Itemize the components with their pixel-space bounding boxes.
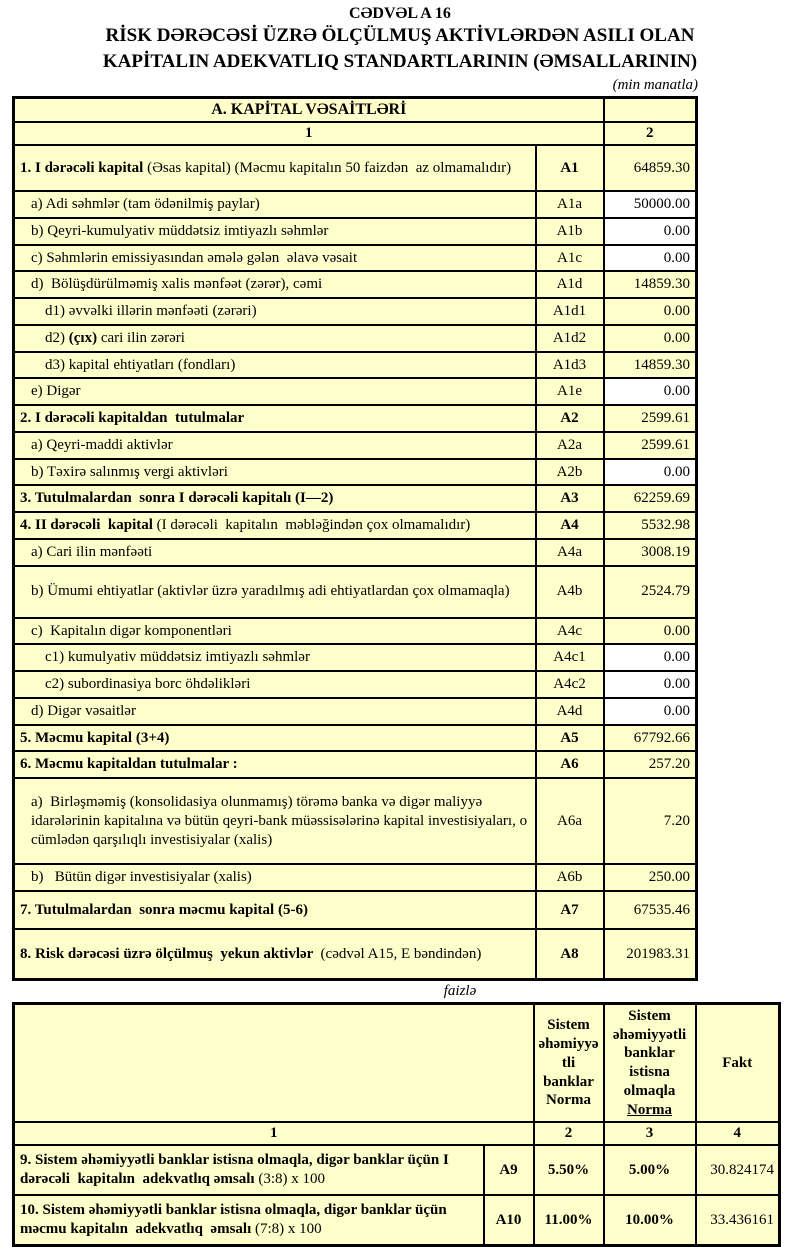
row-code: A4d (536, 698, 604, 725)
row-value: 7.20 (604, 778, 697, 864)
row-value: 0.00 (604, 378, 697, 405)
row-code: A4b (536, 566, 604, 618)
row-label (14, 778, 536, 864)
row-code: A1e (536, 378, 604, 405)
row-code: A4c (536, 618, 604, 645)
row-code: A1d1 (536, 298, 604, 325)
row-value: 14859.30 (604, 352, 697, 379)
row-fakt: 33.436161 (696, 1195, 780, 1246)
colnum-3: 3 (604, 1122, 696, 1145)
row-value: 0.00 (604, 644, 697, 671)
row-label (14, 378, 536, 405)
row-label (14, 512, 536, 539)
row-code: A9 (484, 1145, 534, 1195)
capital-row-A7 (14, 891, 697, 929)
row-value: 0.00 (604, 459, 697, 486)
row-value: 5532.98 (604, 512, 697, 539)
ratio-table-colnum-row (14, 1122, 780, 1145)
capital-row-A4b (14, 566, 697, 618)
row-label (14, 1195, 484, 1246)
row-code: A6 (536, 751, 604, 778)
row-label (14, 539, 536, 566)
label-segment: d1) əvvəlki illərin mənfəəti (zərəri) (45, 303, 257, 320)
capital-row-A1c (14, 245, 697, 272)
capital-row-A1b (14, 218, 697, 245)
table-number-title: CƏDVƏL A 16 (349, 5, 451, 22)
row-code: A4c1 (536, 644, 604, 671)
row-label (14, 191, 536, 218)
row-code: A4a (536, 539, 604, 566)
label-segment: a) Adi səhmlər (tam ödənilmiş paylar) (31, 196, 260, 213)
capital-row-A1d2 (14, 325, 697, 352)
row-code: A6b (536, 864, 604, 891)
row-code: A2b (536, 459, 604, 486)
capital-row-A6 (14, 751, 697, 778)
row-norma-sys: 11.00% (534, 1195, 604, 1246)
row-code: A1a (536, 191, 604, 218)
colnum-2: 2 (534, 1122, 604, 1145)
row-label (14, 929, 536, 980)
label-segment: b) Ümumi ehtiyatlar (aktivlər üzrə yaradılmış adi ehtiyatlardan çox olmamaqla) (31, 583, 510, 600)
ratio-row-A9 (14, 1145, 780, 1195)
row-value: 67535.46 (604, 891, 697, 929)
label-bold-segment: 4. II dərəcəli kapital (20, 517, 153, 534)
row-value: 2599.61 (604, 432, 697, 459)
capital-row-A1a (14, 191, 697, 218)
capital-row-A4d (14, 698, 697, 725)
row-code: A3 (536, 485, 604, 512)
row-norma-sys: 5.50% (534, 1145, 604, 1195)
label-segment: c2) subordinasiya borc öhdəlikləri (45, 676, 251, 693)
row-label (14, 245, 536, 272)
capital-row-A4c2 (14, 671, 697, 698)
label-bold-segment: 6. Məcmu kapitaldan tutulmalar : (20, 756, 238, 773)
row-code: A6a (536, 778, 604, 864)
label-segment: c1) kumulyativ müddətsiz imtiyazlı səhmlər (45, 649, 310, 666)
row-code: A1d2 (536, 325, 604, 352)
col-header-nonsys-text: Sistem əhəmiyyətli banklar istisna olmaqla (612, 1007, 687, 1099)
capital-row-A2 (14, 405, 697, 432)
capital-row-A5 (14, 725, 697, 752)
capital-table-colnum-row (14, 122, 697, 145)
row-label (14, 1145, 484, 1195)
title-block (0, 0, 800, 74)
capital-row-A1d1 (14, 298, 697, 325)
label-segment: a) Birləşməmiş (konsolidasiya olunmamış) törəmə banka və digər maliyyə idarələrinin kapitalına və bütün qeyri-bank müəssisələrinə kapital investisiyaları, o cümlədən qarşılıqlı investisiyalar (xalis) (31, 794, 531, 848)
label-segment: b) Təxirə salınmış vergi aktivləri (31, 463, 228, 480)
row-value: 50000.00 (604, 191, 697, 218)
row-value: 250.00 (604, 864, 697, 891)
capital-row-A4c (14, 618, 697, 645)
capital-row-A4a (14, 539, 697, 566)
row-label (14, 405, 536, 432)
col-header-norma-underlined: Norma (627, 1101, 672, 1118)
label-segment: d2) (45, 329, 69, 346)
row-code: A1 (536, 145, 604, 191)
label-segment: d3) kapital ehtiyatları (fondları) (45, 356, 236, 373)
ratio-row-A10 (14, 1195, 780, 1246)
label-segment: (cədvəl A15, E bəndindən) (316, 945, 482, 962)
colnum-4: 4 (696, 1122, 780, 1145)
row-code: A5 (536, 725, 604, 752)
label-segment: (Əsas kapital) (Məcmu kapitalın 50 faizdən az olmamalıdır) (143, 159, 512, 176)
label-segment: d) Digər vəsaitlər (31, 702, 136, 719)
label-bold-segment: 1. I dərəcəli kapital (20, 159, 144, 176)
colnum-1: 1 (14, 1122, 534, 1145)
col-header-fakt: Fakt (696, 1003, 780, 1122)
capital-row-A1 (14, 145, 697, 191)
row-value: 201983.31 (604, 929, 697, 980)
row-label (14, 218, 536, 245)
capital-table-section-header: A. KAPİTAL VƏSAİTLƏRİ (14, 98, 604, 123)
label-bold-segment: 2. I dərəcəli kapitaldan tutulmalar (20, 410, 245, 427)
row-code: A4c2 (536, 671, 604, 698)
row-label (14, 325, 536, 352)
label-segment: c) Kapitalın digər komponentləri (31, 622, 232, 639)
row-label (14, 485, 536, 512)
row-label (14, 459, 536, 486)
label-segment: cari ilin zərəri (97, 329, 185, 346)
label-bold-segment: 10. Sistem əhəmiyyətli banklar istisna olmaqla, digər banklar üçün məcmu kapitalın adekvatlıq əmsalı (20, 1202, 451, 1238)
label-bold-segment: 3. Tutulmalardan sonra I dərəcəli kapitalı (I—2) (20, 490, 334, 507)
capital-row-A1d (14, 271, 697, 298)
row-value: 62259.69 (604, 485, 697, 512)
label-segment: (I dərəcəli kapitalın məbləğindən çox olmamalıdır) (152, 517, 471, 534)
row-norma-nonsys: 10.00% (604, 1195, 696, 1246)
label-segment: a) Cari ilin mənfəəti (31, 543, 153, 560)
label-segment: (7:8) x 100 (251, 1221, 322, 1238)
label-segment: a) Qeyri-maddi aktivlər (31, 436, 173, 453)
row-value: 0.00 (604, 618, 697, 645)
row-value: 0.00 (604, 245, 697, 272)
row-label (14, 751, 536, 778)
ratio-table-header-row (14, 1003, 780, 1122)
row-value: 67792.66 (604, 725, 697, 752)
row-value: 14859.30 (604, 271, 697, 298)
label-segment: (3:8) x 100 (254, 1171, 326, 1188)
row-value: 0.00 (604, 698, 697, 725)
capital-table-title-row (14, 98, 697, 123)
row-label (14, 432, 536, 459)
capital-row-A4 (14, 512, 697, 539)
label-segment: b) Qeyri-kumulyativ müddətsiz imtiyazlı səhmlər (31, 222, 329, 239)
row-code: A8 (536, 929, 604, 980)
label-bold-segment: 5. Məcmu kapital (3+4) (20, 729, 170, 746)
capital-table (12, 96, 698, 981)
row-code: A2 (536, 405, 604, 432)
row-code: A1b (536, 218, 604, 245)
capital-row-A2a (14, 432, 697, 459)
row-value: 2599.61 (604, 405, 697, 432)
row-label (14, 298, 536, 325)
row-code: A7 (536, 891, 604, 929)
percent-note: faizlə (443, 982, 477, 999)
row-value: 0.00 (604, 218, 697, 245)
row-fakt: 30.824174 (696, 1145, 780, 1195)
label-bold-segment: 7. Tutulmalardan sonra məcmu kapital (5-6) (20, 901, 308, 918)
capital-row-A4c1 (14, 644, 697, 671)
row-code: A1c (536, 245, 604, 272)
document-title-line1: RİSK DƏRƏCƏSİ ÜZRƏ ÖLÇÜLMUŞ AKTİVLƏRDƏN ASILI OLAN (105, 25, 695, 47)
row-code: A4 (536, 512, 604, 539)
capital-row-A3 (14, 485, 697, 512)
row-label (14, 566, 536, 618)
document-title-line2: KAPİTALIN ADEKVATLIQ STANDARTLARININ (ƏMSALLARININ) (102, 50, 698, 72)
unit-note: (min manatla) (612, 77, 698, 94)
label-bold-segment: 8. Risk dərəcəsi üzrə ölçülmuş yekun aktivlər (20, 945, 317, 962)
capital-row-A6b (14, 864, 697, 891)
label-segment: b) Bütün digər investisiyalar (xalis) (31, 869, 252, 886)
col-header-nonsys-norma (604, 1003, 696, 1122)
capital-row-A1d3 (14, 352, 697, 379)
row-code: A1d3 (536, 352, 604, 379)
ratio-table (12, 1002, 781, 1247)
row-label (14, 725, 536, 752)
col-header-sys-norma: Sistem əhəmiyyətli banklar Norma (534, 1003, 604, 1122)
label-segment: e) Digər (31, 383, 81, 400)
label-bold-segment: 9. Sistem əhəmiyyətli banklar istisna olmaqla, digər banklar üçün I dərəcəli kapitalın adekvatlıq əmsalı (20, 1152, 453, 1188)
row-code: A2a (536, 432, 604, 459)
capital-row-A1e (14, 378, 697, 405)
row-value: 3008.19 (604, 539, 697, 566)
row-label (14, 271, 536, 298)
label-segment: c) Səhmlərin emissiyasından əmələ gələn əlavə vəsait (31, 249, 358, 266)
capital-row-A2b (14, 459, 697, 486)
label-segment: d) Bölüşdürülməmiş xalis mənfəət (zərər), cəmi (31, 276, 323, 293)
row-code: A1d (536, 271, 604, 298)
row-label (14, 644, 536, 671)
label-bold-segment: (çıx) (68, 329, 98, 346)
row-label (14, 352, 536, 379)
row-label (14, 671, 536, 698)
row-value: 64859.30 (604, 145, 697, 191)
row-label (14, 891, 536, 929)
row-label (14, 864, 536, 891)
row-value: 257.20 (604, 751, 697, 778)
row-value: 2524.79 (604, 566, 697, 618)
row-label (14, 618, 536, 645)
row-label (14, 698, 536, 725)
colnum-2: 2 (604, 122, 697, 145)
row-value: 0.00 (604, 325, 697, 352)
row-value: 0.00 (604, 671, 697, 698)
empty-header-cell (604, 98, 697, 123)
capital-row-A6a (14, 778, 697, 864)
colnum-1: 1 (14, 122, 604, 145)
row-value: 0.00 (604, 298, 697, 325)
row-label (14, 145, 536, 191)
capital-row-A8 (14, 929, 697, 980)
empty-header-cell (14, 1003, 534, 1122)
row-code: A10 (484, 1195, 534, 1246)
row-norma-nonsys: 5.00% (604, 1145, 696, 1195)
